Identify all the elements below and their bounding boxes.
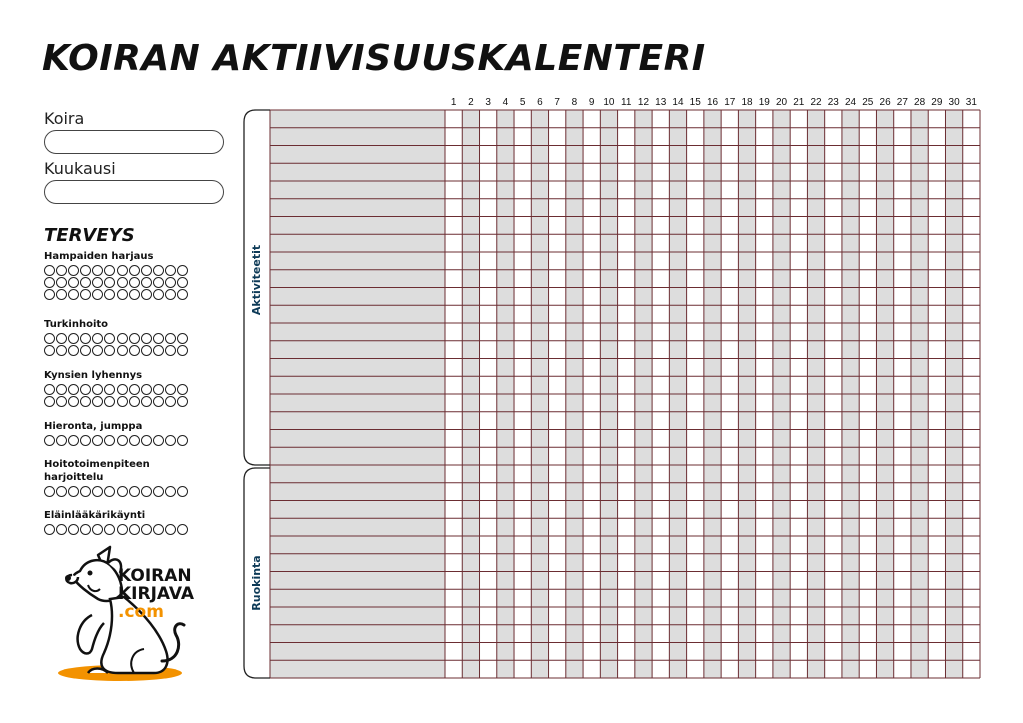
day-number: 5 [519, 97, 526, 108]
section-label: Aktiviteetit [250, 244, 263, 316]
day-number: 30 [948, 97, 960, 108]
section-label: Ruokinta [250, 555, 263, 611]
day-number: 3 [485, 97, 491, 108]
day-number: 7 [554, 97, 560, 108]
day-number: 8 [571, 97, 578, 108]
day-number: 9 [588, 97, 595, 108]
day-number: 28 [914, 97, 926, 108]
health-item-label: Hoitotoimenpiteen harjoittelu [44, 459, 150, 483]
day-number: 20 [775, 97, 788, 108]
health-item-label: Hieronta, jumppa [44, 421, 143, 432]
month-label: Kuukausi [44, 159, 116, 178]
day-number: 1 [450, 97, 457, 108]
day-number: 12 [637, 97, 650, 108]
day-number: 4 [502, 97, 509, 108]
health-section-title: TERVEYS [44, 225, 135, 246]
day-number: 15 [689, 97, 701, 108]
day-number: 19 [758, 97, 770, 108]
day-number: 31 [965, 97, 977, 108]
day-number: 10 [603, 97, 615, 108]
logo-line-3: .com [118, 602, 164, 622]
health-item-label: Turkinhoito [44, 319, 109, 330]
day-number: 2 [468, 97, 474, 108]
day-number: 22 [810, 97, 822, 108]
day-number: 17 [724, 97, 736, 108]
logo-line-1: KOIRAN [118, 566, 192, 586]
day-number: 13 [655, 97, 667, 108]
day-number: 21 [793, 97, 805, 108]
logo-line-2: KIRJAVA [118, 584, 195, 604]
day-number: 23 [827, 97, 839, 108]
health-item-label: Kynsien lyhennys [44, 370, 143, 381]
day-number: 18 [741, 97, 753, 108]
day-number: 29 [931, 97, 943, 108]
day-number: 11 [621, 97, 632, 108]
dog-label: Koira [44, 109, 85, 128]
day-number: 25 [862, 97, 874, 108]
day-number: 26 [879, 97, 891, 108]
page-title: KOIRAN AKTIIVISUUSKALENTERI [42, 38, 706, 79]
day-number: 6 [537, 97, 543, 108]
health-item-label: Hampaiden harjaus [44, 251, 154, 262]
day-number: 27 [896, 97, 908, 108]
day-number: 16 [706, 97, 719, 108]
health-item-label: Eläinlääkärikäynti [44, 510, 146, 521]
day-number: 24 [845, 97, 857, 108]
day-number: 14 [672, 97, 684, 108]
koiran-kirjava-logo [58, 545, 248, 685]
